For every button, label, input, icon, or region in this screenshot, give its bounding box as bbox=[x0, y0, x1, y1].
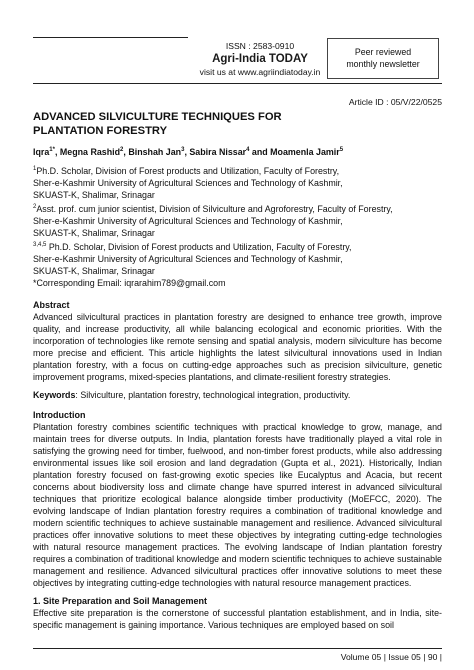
section-1-text: Effective site preparation is the cornerstone of successful plantation establishment, and in India, site-specific management is gaining importance. Various techniques are employed based on soil bbox=[33, 607, 442, 630]
article-id: Article ID : 05/V/22/0525 bbox=[348, 97, 442, 107]
peer-line-1: Peer reviewed bbox=[354, 47, 412, 57]
article-body bbox=[33, 110, 442, 631]
journal-name: Agri-India TODAY bbox=[212, 53, 308, 65]
header-divider bbox=[33, 83, 442, 84]
page-footer bbox=[33, 648, 442, 668]
keywords bbox=[33, 389, 442, 401]
abstract-heading: Abstract bbox=[33, 299, 70, 310]
peer-review-box bbox=[327, 38, 439, 79]
article-title bbox=[33, 110, 442, 138]
introduction-heading: Introduction bbox=[33, 409, 86, 420]
header-rule bbox=[33, 37, 188, 38]
affiliation-1: $^1$Ph.D. Scholar, Division of Forest products and Utilization, Faculty of Forestry, Sher-e-Kashmir University of Agricultural Sciences and Technology of Kashmir, SKUAST-K, Shalimar, Srinagar bbox=[33, 165, 343, 200]
peer-line-2: monthly newsletter bbox=[346, 59, 420, 69]
issn: ISSN : 2583-0910 bbox=[225, 41, 295, 51]
footer-volume-page: Volume 05 | Issue 05 | 90 | bbox=[340, 652, 442, 662]
title-line-2: PLANTATION FORESTRY bbox=[33, 125, 168, 137]
section-1-heading: 1. Site Preparation and Soil Management bbox=[33, 595, 208, 606]
keywords-text: : Silviculture, plantation forestry, technological integration, productivity. bbox=[75, 389, 351, 400]
affiliation-3: $^{3,4,5}$ Ph.D. Scholar, Division of Forest products and Utilization, Faculty of Forestry, Sher-e-Kashmir University of Agricultural Sciences and Technology of Kashmir, SKUAST-K, Shalimar, Srinagar bbox=[33, 241, 352, 276]
abstract-text: Advanced silvicultural practices in plantation forestry are designed to enhance tree growth, improve quality, and increase productivity, all while balancing ecological and economic priorities. With the incorporation of technologies like remote sensing and spatial analysis, modern silviculture has become more precise and efficient. This article highlights the latest silvicultural innovations used in Indian plantation forestry, with a focus on cutting-edge approaches such as precision silviculture, genetic improvement programs, mixed-species plantations, and climate-resilient forestry strategies. bbox=[33, 311, 442, 382]
footer-rule bbox=[33, 648, 442, 649]
author-list: Iqra$^{1*}$, Megna Rashid$^2$, Binshah Jan$^3$, Sabira Nissar$^4$ and Moamenla Jamir$^5$ bbox=[33, 146, 344, 157]
keywords-label: Keywords bbox=[33, 389, 76, 400]
introduction-text: Plantation forestry combines scientific techniques with practical knowledge to grow, manage, and maintain trees for diverse outputs. In India, plantation forests have traditionally played a vital role in satisfying the growing need for timber, fuelwood, and non-timber forest products, while also addressing environmental issues like soil erosion and land degradation (Gupta et al., 2021). Historically, Indian plantation forestry focused on fast-growing exotic species like Eucalyptus and Acacia, but recent concerns about biodiversity loss and climate change have spurred interest in advanced silvicultural techniques that prioritize ecological balance alongside timber productivity (MoEFCC, 2020). The evolving landscape of Indian plantation forestry requires a combination of traditional knowledge and modern scientific techniques to achieve sustainable management and resilience. Advanced silvicultural practices offer innovative solutions to meet these objectives by integrating cutting-edge technologies with natural resource management practices. The evolving landscape of Indian plantation forestry requires a combination of traditional knowledge and modern scientific techniques to achieve sustainable management and resilience. Advanced silvicultural practices offer innovative solutions to meet these objectives by integrating cutting-edge technologies with natural resource management practices. bbox=[33, 421, 442, 588]
page-header bbox=[0, 0, 474, 100]
affiliation-2: $^2$Asst. prof. cum junior scientist, Division of Silviculture and Agroforestry, Faculty of Forestry, Sher-e-Kashmir University of Agricultural Sciences and Technology of Kashmir, SKUAST-K, Shalimar, Srinagar bbox=[33, 203, 393, 238]
corresponding-email[interactable]: *Corresponding Email: iqrarahim789@gmail.com bbox=[33, 277, 226, 288]
title-line-1: ADVANCED SILVICULTURE TECHNIQUES FOR bbox=[33, 111, 282, 123]
website-line: visit us at www.agriindiatoday.in bbox=[199, 67, 321, 77]
